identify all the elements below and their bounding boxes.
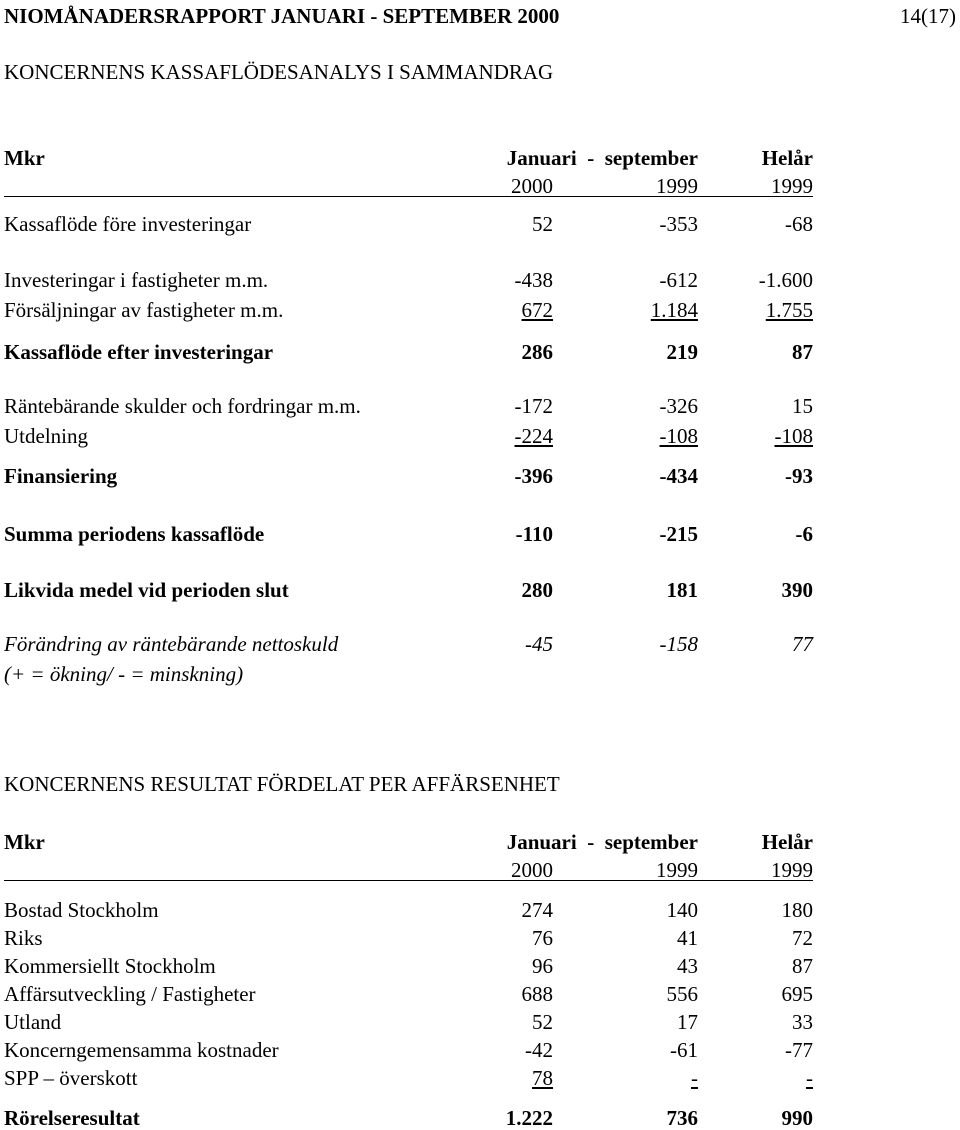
results-total-label: Rörelseresultat — [4, 1106, 140, 1130]
results-cell: - — [806, 1066, 813, 1090]
cashflow-cell: -224 — [514, 424, 553, 448]
cashflow-cell: -215 — [659, 522, 698, 546]
cashflow-header-rule — [4, 196, 813, 197]
cashflow-row-label: Kassaflöde efter investeringar — [4, 340, 274, 364]
results-total-cell: 736 — [666, 1106, 698, 1130]
cashflow-row-label: Kassaflöde före investeringar — [4, 212, 252, 236]
cashflow-cell: -434 — [659, 464, 698, 488]
results-row-label: Bostad Stockholm — [4, 898, 159, 922]
cashflow-row-label: Utdelning — [4, 424, 88, 448]
results-cell: 695 — [781, 982, 813, 1006]
results-cell: - — [691, 1066, 698, 1090]
page-number: 14(17) — [900, 4, 956, 28]
results-header-rule — [4, 880, 813, 881]
results-section-title: KONCERNENS RESULTAT FÖRDELAT PER AFFÄRSENHET — [4, 772, 560, 796]
results-row-label: Affärsutveckling / Fastigheter — [4, 982, 256, 1006]
cashflow-period-header: Januari - september — [506, 146, 698, 170]
results-cell: -77 — [785, 1038, 813, 1062]
results-row-label: SPP – överskott — [4, 1066, 138, 1090]
results-cell: 78 — [532, 1066, 553, 1090]
cashflow-row-label: Finansiering — [4, 464, 118, 488]
cashflow-cell: -158 — [659, 632, 698, 656]
cashflow-row-label: Räntebärande skulder och fordringar m.m. — [4, 394, 361, 418]
cashflow-cell: -6 — [795, 522, 813, 546]
results-cell: 17 — [677, 1010, 698, 1034]
results-fullyear-header: Helår — [761, 830, 813, 854]
cashflow-cell: -108 — [774, 424, 813, 448]
cashflow-cell: -110 — [515, 522, 553, 546]
results-row-label: Riks — [4, 926, 43, 950]
results-cell: -42 — [525, 1038, 553, 1062]
cashflow-cell: 672 — [521, 298, 553, 322]
cashflow-cell: 390 — [781, 578, 813, 602]
results-cell: 33 — [792, 1010, 813, 1034]
results-period-header: Januari - september — [506, 830, 698, 854]
cashflow-cell: -68 — [785, 212, 813, 236]
results-unit-label: Mkr — [4, 830, 45, 854]
results-year-col1: 2000 — [511, 858, 553, 882]
cashflow-cell: 15 — [792, 394, 813, 418]
cashflow-cell: -396 — [514, 464, 553, 488]
results-total-cell: 1.222 — [505, 1106, 553, 1130]
results-cell: 140 — [666, 898, 698, 922]
cashflow-cell: -108 — [659, 424, 698, 448]
results-cell: -61 — [670, 1038, 698, 1062]
results-cell: 52 — [532, 1010, 553, 1034]
cashflow-year-col3: 1999 — [771, 174, 813, 198]
cashflow-cell: 1.755 — [765, 298, 813, 322]
cashflow-cell: 219 — [666, 340, 698, 364]
results-cell: 41 — [677, 926, 698, 950]
results-cell: 72 — [792, 926, 813, 950]
results-cell: 87 — [792, 954, 813, 978]
cashflow-fullyear-header: Helår — [761, 146, 813, 170]
results-cell: 688 — [521, 982, 553, 1006]
results-year-col2: 1999 — [656, 858, 698, 882]
cashflow-row-label: Försäljningar av fastigheter m.m. — [4, 298, 284, 322]
cashflow-cell: -326 — [659, 394, 698, 418]
results-cell: 180 — [781, 898, 813, 922]
cashflow-cell: -172 — [514, 394, 553, 418]
results-cell: 76 — [532, 926, 553, 950]
cashflow-row-label: Summa periodens kassaflöde — [4, 522, 265, 546]
results-cell: 556 — [666, 982, 698, 1006]
results-row-label: Utland — [4, 1010, 62, 1034]
results-year-col3: 1999 — [771, 858, 813, 882]
cashflow-cell: 181 — [666, 578, 698, 602]
cashflow-cell: 77 — [792, 632, 813, 656]
results-cell: 43 — [677, 954, 698, 978]
cashflow-year-col2: 1999 — [656, 174, 698, 198]
cashflow-row-label: Likvida medel vid perioden slut — [4, 578, 289, 602]
cashflow-cell: 280 — [521, 578, 553, 602]
cashflow-year-col1: 2000 — [511, 174, 553, 198]
cashflow-cell: -1.600 — [758, 268, 813, 292]
results-cell: 274 — [521, 898, 553, 922]
cashflow-cell: 87 — [792, 340, 813, 364]
results-row-label: Koncerngemensamma kostnader — [4, 1038, 279, 1062]
cashflow-cell: -93 — [785, 464, 813, 488]
cashflow-cell: 286 — [521, 340, 553, 364]
cashflow-cell: -45 — [525, 632, 553, 656]
cashflow-row-label: Investeringar i fastigheter m.m. — [4, 268, 269, 292]
cashflow-section-title: KONCERNENS KASSAFLÖDESANALYS I SAMMANDRAG — [4, 60, 554, 84]
cashflow-cell: 1.184 — [650, 298, 698, 322]
cashflow-footnote: (+ = ökning/ - = minskning) — [4, 662, 244, 686]
cashflow-unit-label: Mkr — [4, 146, 45, 170]
results-row-label: Kommersiellt Stockholm — [4, 954, 216, 978]
results-total-cell: 990 — [781, 1106, 813, 1130]
report-title: NIOMÅNADERSRAPPORT JANUARI - SEPTEMBER 2000 — [4, 4, 560, 28]
cashflow-cell: -353 — [659, 212, 698, 236]
cashflow-cell: -612 — [659, 268, 698, 292]
cashflow-cell: 52 — [532, 212, 553, 236]
cashflow-row-label: Förändring av räntebärande nettoskuld — [4, 632, 339, 656]
results-cell: 96 — [532, 954, 553, 978]
cashflow-cell: -438 — [514, 268, 553, 292]
